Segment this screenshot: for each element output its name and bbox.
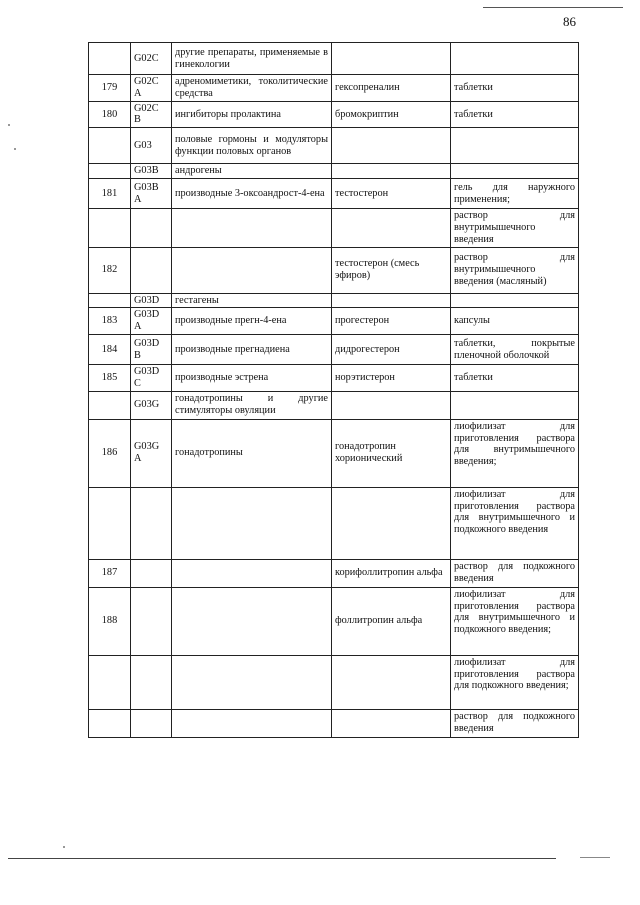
anatomical-group-cell xyxy=(172,559,332,587)
table-row xyxy=(89,559,579,587)
row-number-cell: 179 xyxy=(89,75,131,102)
anatomical-group-cell: гонадотропины и другие стимуляторы овуляции xyxy=(172,391,332,419)
atc-code-cell: G03D xyxy=(131,293,172,308)
dosage-form-cell: таблетки, покрытые пленочной оболочкой xyxy=(451,335,579,365)
row-number-cell: 182 xyxy=(89,247,131,293)
anatomical-group-cell: андрогены xyxy=(172,164,332,179)
atc-code-cell: G02C xyxy=(131,43,172,75)
dosage-form-cell: раствор для подкожного введения xyxy=(451,709,579,737)
atc-code-cell xyxy=(131,587,172,655)
table-row xyxy=(89,293,579,308)
atc-code-cell xyxy=(131,709,172,737)
dosage-form-cell: лиофилизат для приготовления раствора для внутримышечного и подкожного введения; xyxy=(451,587,579,655)
drug-name-cell: норэтистерон xyxy=(332,365,451,392)
scan-artifact-line-bottom-right xyxy=(580,857,610,858)
anatomical-group-cell: гестагены xyxy=(172,293,332,308)
drug-name-cell: фоллитропин альфа xyxy=(332,587,451,655)
drug-name-cell: корифоллитропин альфа xyxy=(332,559,451,587)
drug-name-cell xyxy=(332,128,451,164)
row-number-cell: 180 xyxy=(89,101,131,128)
anatomical-group-cell: производные 3-оксоандрост-4-ена xyxy=(172,179,332,209)
anatomical-group-cell: производные прегнадиена xyxy=(172,335,332,365)
anatomical-group-cell xyxy=(172,587,332,655)
anatomical-group-cell xyxy=(172,709,332,737)
atc-code-cell: G03B xyxy=(131,164,172,179)
row-number-cell xyxy=(89,709,131,737)
dosage-form-cell: таблетки xyxy=(451,101,579,128)
drug-name-cell: дидрогестерон xyxy=(332,335,451,365)
atc-code-cell xyxy=(131,209,172,247)
drug-name-cell xyxy=(332,209,451,247)
drug-name-cell xyxy=(332,391,451,419)
atc-code-cell xyxy=(131,655,172,709)
scan-speck xyxy=(63,846,65,848)
atc-code-cell xyxy=(131,247,172,293)
table-row xyxy=(89,164,579,179)
row-number-cell xyxy=(89,164,131,179)
dosage-form-cell: раствор для внутримышечного введения xyxy=(451,209,579,247)
dosage-form-cell xyxy=(451,293,579,308)
drug-name-cell: тестостерон (смесь эфиров) xyxy=(332,247,451,293)
atc-code-cell: G02C A xyxy=(131,75,172,102)
row-number-cell: 188 xyxy=(89,587,131,655)
table-row xyxy=(89,43,579,75)
scan-speck xyxy=(14,148,16,150)
row-number-cell: 183 xyxy=(89,308,131,335)
dosage-form-cell: таблетки xyxy=(451,75,579,102)
table-row xyxy=(89,247,579,293)
row-number-cell xyxy=(89,391,131,419)
row-number-cell xyxy=(89,43,131,75)
drug-name-cell xyxy=(332,709,451,737)
dosage-form-cell xyxy=(451,43,579,75)
row-number-cell xyxy=(89,209,131,247)
table-row xyxy=(89,209,579,247)
table-row xyxy=(89,391,579,419)
drug-name-cell: бромокриптин xyxy=(332,101,451,128)
atc-code-cell: G03G A xyxy=(131,419,172,487)
drug-name-cell xyxy=(332,293,451,308)
drug-name-cell xyxy=(332,43,451,75)
drug-table xyxy=(88,42,579,738)
table-row xyxy=(89,75,579,102)
anatomical-group-cell: гонадотропины xyxy=(172,419,332,487)
dosage-form-cell xyxy=(451,391,579,419)
table-row xyxy=(89,487,579,559)
atc-code-cell: G03D C xyxy=(131,365,172,392)
dosage-form-cell: капсулы xyxy=(451,308,579,335)
dosage-form-cell: лиофилизат для приготовления раствора для подкожного введения; xyxy=(451,655,579,709)
anatomical-group-cell: половые гормоны и модуляторы функции половых органов xyxy=(172,128,332,164)
table-row xyxy=(89,419,579,487)
table-row xyxy=(89,101,579,128)
anatomical-group-cell: производные прегн-4-ена xyxy=(172,308,332,335)
atc-code-cell: G03D A xyxy=(131,308,172,335)
drug-name-cell xyxy=(332,487,451,559)
row-number-cell: 186 xyxy=(89,419,131,487)
drug-name-cell: прогестерон xyxy=(332,308,451,335)
anatomical-group-cell xyxy=(172,209,332,247)
table-row xyxy=(89,335,579,365)
anatomical-group-cell: другие препараты, применяемые в гинекологии xyxy=(172,43,332,75)
table-row xyxy=(89,308,579,335)
anatomical-group-cell xyxy=(172,655,332,709)
anatomical-group-cell: ингибиторы пролактина xyxy=(172,101,332,128)
atc-code-cell: G03D B xyxy=(131,335,172,365)
dosage-form-cell xyxy=(451,128,579,164)
anatomical-group-cell xyxy=(172,487,332,559)
atc-code-cell xyxy=(131,559,172,587)
dosage-form-cell xyxy=(451,164,579,179)
row-number-cell: 184 xyxy=(89,335,131,365)
page-number: 86 xyxy=(563,14,576,29)
row-number-cell: 181 xyxy=(89,179,131,209)
row-number-cell xyxy=(89,655,131,709)
dosage-form-cell: лиофилизат для приготовления раствора для внутримышечного введения; xyxy=(451,419,579,487)
table-row xyxy=(89,128,579,164)
anatomical-group-cell: адреномиметики, токолитические средства xyxy=(172,75,332,102)
drug-name-cell xyxy=(332,164,451,179)
drug-name-cell: гексопреналин xyxy=(332,75,451,102)
row-number-cell xyxy=(89,487,131,559)
anatomical-group-cell xyxy=(172,247,332,293)
dosage-form-cell: раствор для подкожного введения xyxy=(451,559,579,587)
atc-code-cell: G03B A xyxy=(131,179,172,209)
table-row xyxy=(89,179,579,209)
drug-name-cell: тестостерон xyxy=(332,179,451,209)
dosage-form-cell: гель для наружного применения; xyxy=(451,179,579,209)
scan-artifact-line-bottom xyxy=(8,858,556,859)
dosage-form-cell: таблетки xyxy=(451,365,579,392)
scan-speck xyxy=(8,124,10,126)
atc-code-cell: G03 xyxy=(131,128,172,164)
atc-code-cell: G02C B xyxy=(131,101,172,128)
atc-code-cell xyxy=(131,487,172,559)
row-number-cell xyxy=(89,293,131,308)
row-number-cell: 187 xyxy=(89,559,131,587)
dosage-form-cell: раствор для внутримышечного введения (масляный) xyxy=(451,247,579,293)
table-row xyxy=(89,655,579,709)
dosage-form-cell: лиофилизат для приготовления раствора для внутримышечного и подкожного введения xyxy=(451,487,579,559)
row-number-cell: 185 xyxy=(89,365,131,392)
drug-name-cell: гонадотропин хорионический xyxy=(332,419,451,487)
row-number-cell xyxy=(89,128,131,164)
table-row xyxy=(89,709,579,737)
anatomical-group-cell: производные эстрена xyxy=(172,365,332,392)
table-row xyxy=(89,365,579,392)
drug-name-cell xyxy=(332,655,451,709)
atc-code-cell: G03G xyxy=(131,391,172,419)
table-row xyxy=(89,587,579,655)
scan-artifact-line xyxy=(483,7,623,8)
